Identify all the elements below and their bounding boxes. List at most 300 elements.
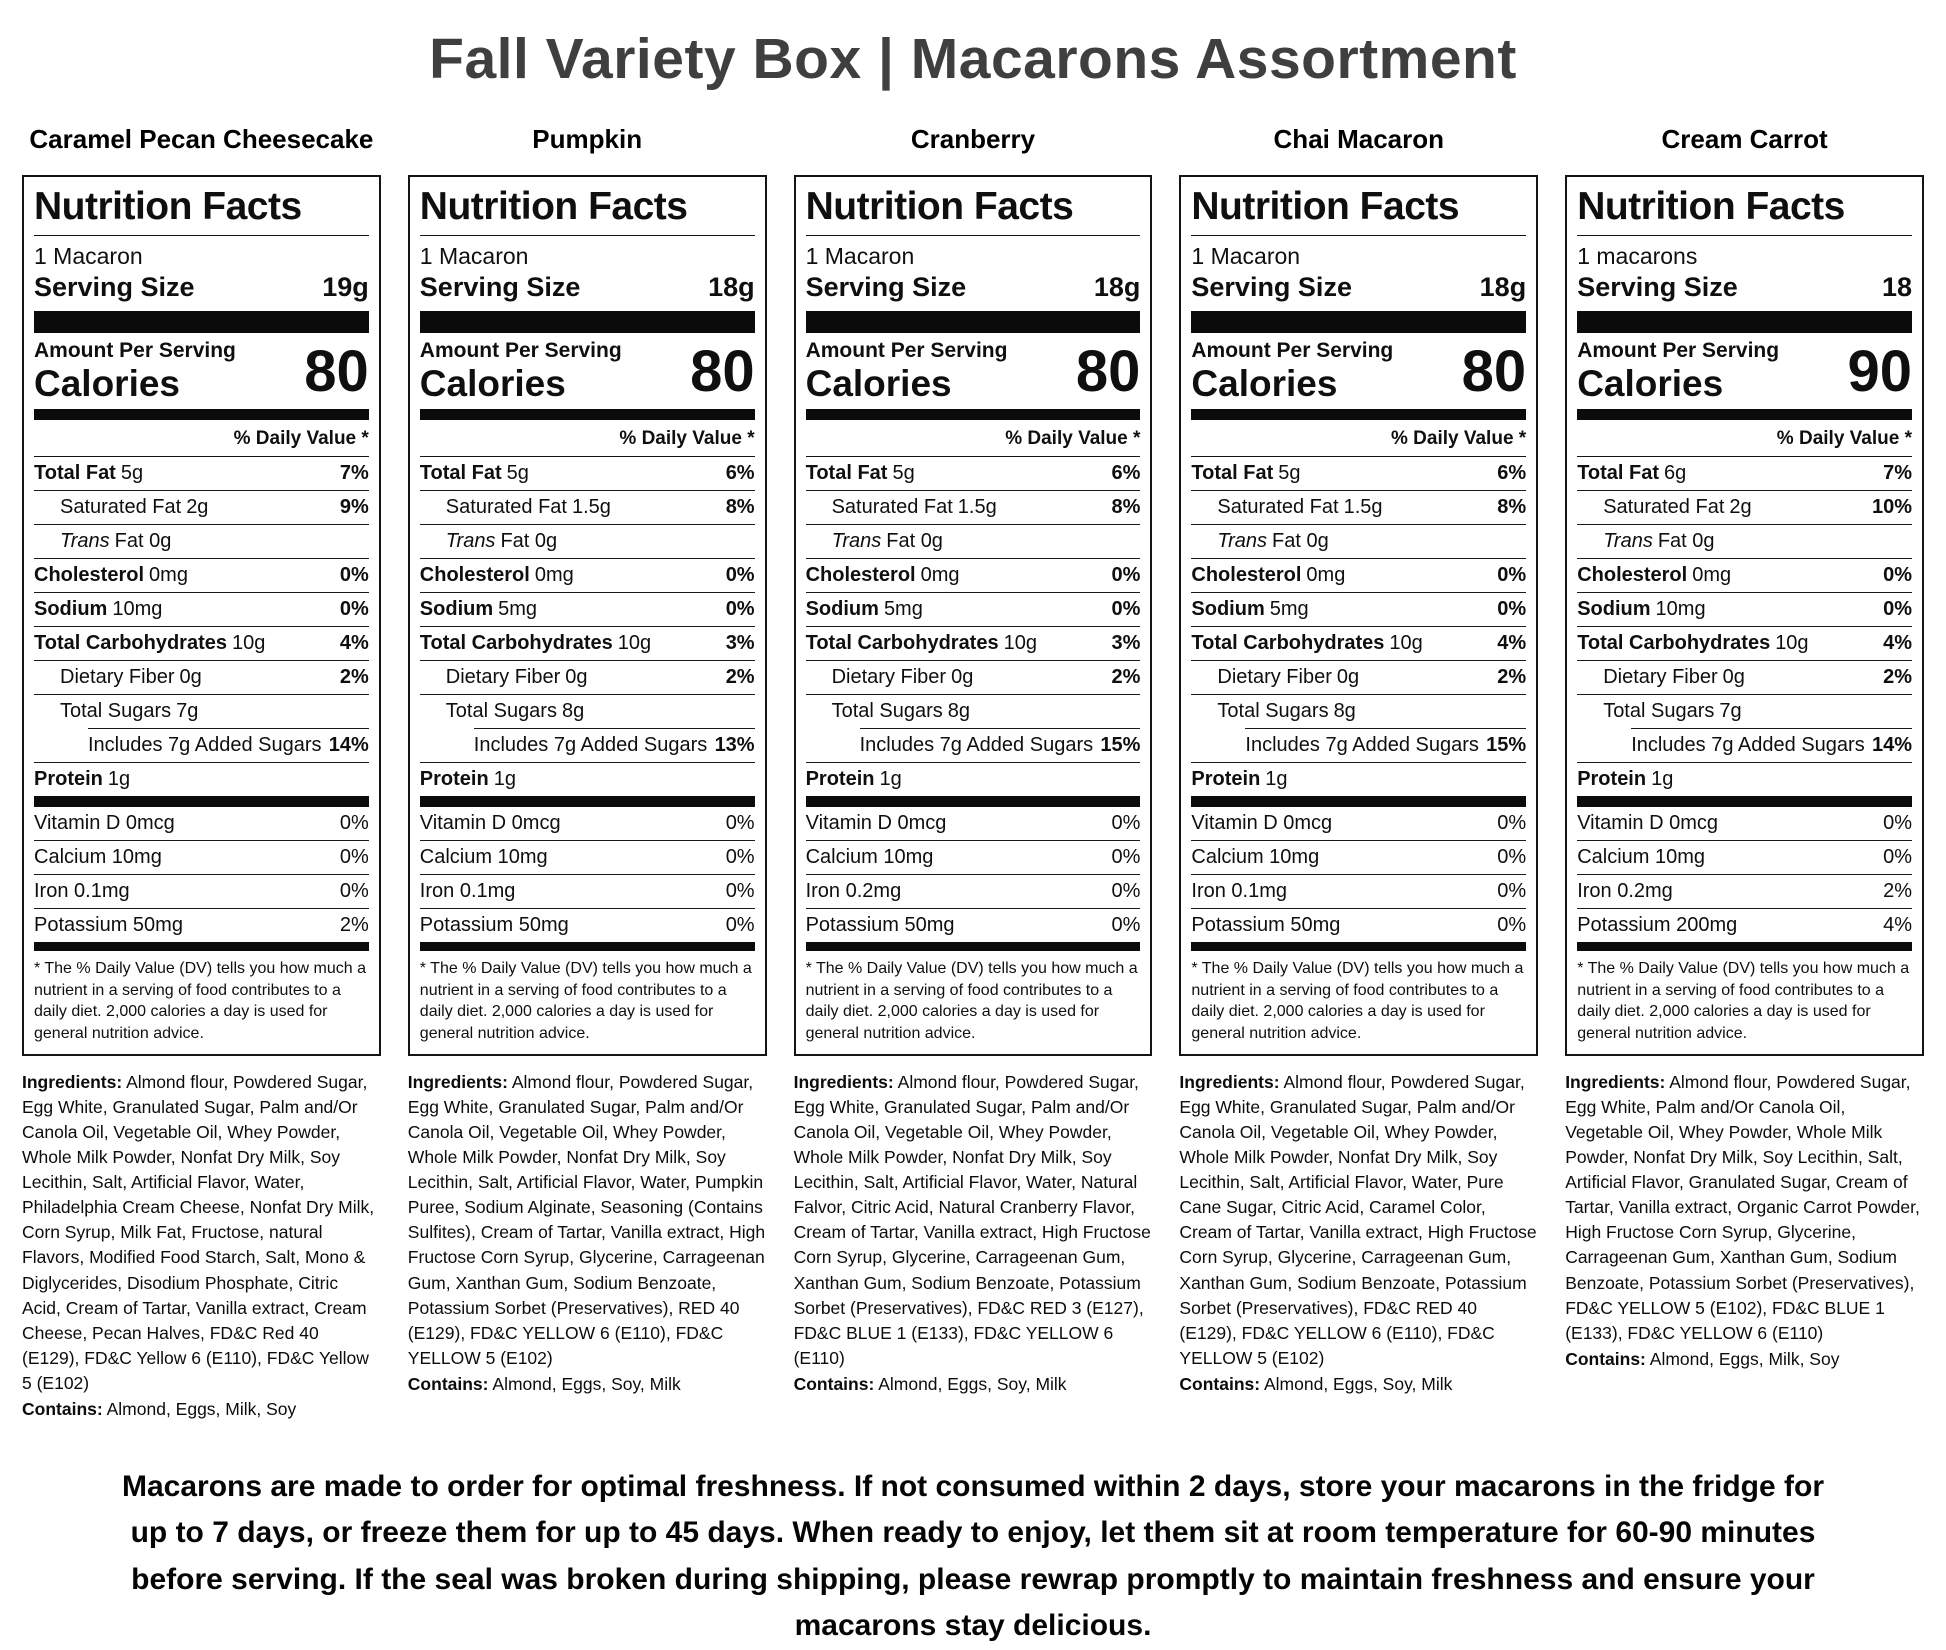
nutrient-daily-value: 0% xyxy=(1497,598,1527,620)
nutrient-amount: 5g xyxy=(1278,462,1301,484)
nutrient-rows xyxy=(34,457,369,796)
nutrient-daily-value: 0% xyxy=(1111,564,1141,586)
contains-label: Contains: xyxy=(1179,1373,1261,1394)
contains-text: Almond, Eggs, Soy, Milk xyxy=(1264,1373,1453,1394)
nutrient-amount: 8g xyxy=(561,700,585,722)
nutrient-name: Saturated Fat xyxy=(60,496,182,518)
calories-label: Calories xyxy=(805,363,952,404)
nutrient-daily-value: 2% xyxy=(1111,666,1141,688)
nutrient-row xyxy=(1577,491,1912,524)
nutrient-name: Calcium 10mg xyxy=(1577,846,1706,868)
thick-divider xyxy=(34,311,369,333)
ingredients-block xyxy=(408,1070,767,1396)
nutrient-amount: 0g xyxy=(1722,666,1745,688)
vitamin-rows xyxy=(420,807,755,942)
nutrient-row xyxy=(1577,763,1912,796)
nutrient-name: Vitamin D 0mcg xyxy=(34,812,175,834)
nutrient-name: Protein xyxy=(419,768,489,790)
vitamin-rows xyxy=(1191,807,1526,942)
vitamin-daily-value: 0% xyxy=(1497,812,1527,834)
nutrient-name: Dietary Fiber xyxy=(1217,666,1332,688)
nutrient-name: Includes 7g Added Sugars xyxy=(1631,734,1865,756)
daily-value-header: % Daily Value * xyxy=(1577,420,1912,457)
ingredients-text: Almond flour, Powdered Sugar, Egg White, Palm and/Or Canola Oil, Vegetable Oil, Whey Powder, Whole Milk Powder, Nonfat Dry Milk, Soy Lecithin, Salt, Artificial Flavor, Granulated Sugar, Cream of Tartar, Vanilla extract, Organic Carrot Powder, High Fructose Corn Syrup, Glycerine, Carrageenan Gum, Xanthan Gum, Sodium Benzoate, Potassium Sorbet (Preservatives), FD&C YELLOW 5 (E102), FD&C BLUE 1 (E133), FD&C YELLOW 6 (E110) xyxy=(1565,1072,1920,1343)
thick-divider xyxy=(1577,311,1912,333)
nutrient-row xyxy=(420,593,755,626)
thick-divider xyxy=(1191,942,1526,951)
serving-size-value: 18 xyxy=(1881,272,1912,302)
nutrient-amount: Fat 0g xyxy=(500,530,558,552)
nutrient-daily-value: 8% xyxy=(725,496,755,518)
vitamin-daily-value: 0% xyxy=(1497,914,1527,936)
nutrient-name: Iron 0.1mg xyxy=(34,880,130,902)
nutrient-name: Dietary Fiber xyxy=(831,666,947,688)
nutrient-name: Dietary Fiber xyxy=(60,666,175,688)
calories-block xyxy=(1577,333,1912,409)
storage-note: Macarons are made to order for optimal freshness. If not consumed within 2 days, store your macarons in the fridge for up to 7 days, or freeze them for up to 45 days. When ready to enjoy, let them sit at room temperature for 60-90 minutes before serving. If the seal was broken during shipping, please rewrap promptly to maintain freshness and ensure your macarons stay delicious. xyxy=(121,1469,1825,1643)
nutrient-daily-value: 0% xyxy=(1883,598,1912,620)
vitamin-daily-value: 0% xyxy=(1111,880,1141,902)
thick-divider xyxy=(34,409,369,420)
nutrient-name: Total Fat xyxy=(34,462,116,484)
nutrient-name: Saturated Fat xyxy=(831,496,953,518)
thick-divider xyxy=(1577,942,1912,951)
nutrition-facts-label xyxy=(1565,175,1924,1056)
nutrient-name: Iron 0.1mg xyxy=(1191,880,1287,902)
thick-divider xyxy=(420,942,755,951)
nutrient-name: Total Sugars xyxy=(445,700,557,722)
ingredients-block xyxy=(794,1070,1153,1396)
nutrient-name: Vitamin D 0mcg xyxy=(1577,812,1718,834)
nutrient-name: Potassium 50mg xyxy=(1191,914,1341,936)
nutrient-name: Total Carbohydrates xyxy=(805,632,999,654)
nutrient-amount: 2g xyxy=(186,496,209,518)
vitamin-daily-value: 0% xyxy=(725,812,755,834)
vitamin-daily-value: 0% xyxy=(1111,812,1141,834)
nutrient-amount: 1g xyxy=(493,768,516,790)
nutrient-row xyxy=(34,661,369,694)
nutrient-amount: 1g xyxy=(1651,768,1674,790)
calories-value: 80 xyxy=(304,339,369,404)
vitamin-daily-value: 0% xyxy=(1883,812,1912,834)
nutrient-daily-value: 15% xyxy=(1100,734,1141,756)
calories-label: Calories xyxy=(1577,363,1724,404)
nutrient-amount: 10g xyxy=(617,632,652,654)
labels-grid xyxy=(0,124,1946,1422)
nutrient-rows xyxy=(420,457,755,796)
nutrient-row xyxy=(34,559,369,592)
nutrient-name: Total Fat xyxy=(419,462,502,484)
nutrient-daily-value: 2% xyxy=(1497,666,1527,688)
nutrient-daily-value: 6% xyxy=(1111,462,1141,484)
nutrient-daily-value: 3% xyxy=(725,632,755,654)
flavor-column xyxy=(1565,124,1924,1372)
serving-size-value: 18g xyxy=(1093,272,1141,302)
page-title: Fall Variety Box | Macarons Assortment xyxy=(429,27,1517,91)
nutrient-amount: 6g xyxy=(1664,462,1687,484)
nutrient-name: Cholesterol xyxy=(805,564,916,586)
nutrient-row xyxy=(34,695,369,728)
nutrient-row xyxy=(1191,559,1526,592)
nutrient-row xyxy=(34,841,369,874)
nutrient-amount: 0mg xyxy=(920,564,960,586)
serving-size-row xyxy=(1191,272,1526,311)
serving-size-row xyxy=(1577,272,1912,311)
nutrient-name: Vitamin D 0mcg xyxy=(419,812,561,834)
nutrient-amount: 1.5g xyxy=(957,496,997,518)
nutrient-rows xyxy=(1191,457,1526,796)
contains-line xyxy=(1565,1347,1924,1372)
nutrient-name: Iron 0.2mg xyxy=(805,880,902,902)
nutrition-facts-title: Nutrition Facts xyxy=(806,185,1141,236)
nutrient-amount: 5g xyxy=(120,462,144,484)
nutrient-amount: 5mg xyxy=(883,598,923,620)
vitamin-rows xyxy=(806,807,1141,942)
nutrient-amount: 1g xyxy=(879,768,902,790)
nutrient-daily-value: 0% xyxy=(1497,564,1527,586)
nutrient-daily-value: 0% xyxy=(1111,598,1141,620)
vitamin-daily-value: 0% xyxy=(339,846,369,868)
nutrient-row xyxy=(420,807,755,840)
nutrient-name: Total Fat xyxy=(1577,462,1660,484)
serving-size-value: 18g xyxy=(1479,272,1527,302)
nutrient-row xyxy=(806,695,1141,728)
nutrient-name: Total Carbohydrates xyxy=(34,632,227,654)
nutrition-facts-title: Nutrition Facts xyxy=(1577,185,1912,236)
nutrient-row xyxy=(1577,593,1912,626)
nutrient-row xyxy=(420,729,755,762)
nutrient-daily-value: 4% xyxy=(1883,632,1912,654)
serving-size-label: Serving Size xyxy=(1577,272,1738,302)
nutrient-row xyxy=(1191,695,1526,728)
nutrient-amount: 1g xyxy=(107,768,131,790)
nutrient-row xyxy=(34,457,369,490)
thick-divider xyxy=(806,942,1141,951)
nutrient-amount: 0g xyxy=(951,666,974,688)
nutrient-name: Potassium 50mg xyxy=(34,914,183,936)
nutrition-facts-label xyxy=(1179,175,1538,1056)
nutrient-daily-value: 2% xyxy=(339,666,369,688)
contains-line xyxy=(794,1372,1153,1397)
nutrient-name: Total Sugars xyxy=(1603,700,1715,722)
vitamin-daily-value: 0% xyxy=(725,846,755,868)
nutrient-amount: 5g xyxy=(892,462,915,484)
nutrient-name: Sodium xyxy=(419,598,494,620)
nutrient-row xyxy=(1577,525,1912,558)
nutrient-name: Cholesterol xyxy=(1191,564,1302,586)
nutrient-name: Cholesterol xyxy=(34,564,145,586)
ingredients-label: Ingredients: xyxy=(1565,1072,1666,1093)
nutrient-name: Sodium xyxy=(34,598,108,620)
ingredients-label: Ingredients: xyxy=(793,1072,894,1093)
nutrient-name: Calcium 10mg xyxy=(1191,846,1320,868)
serving-size-row xyxy=(420,272,755,311)
nutrient-name: Total Sugars xyxy=(60,700,172,722)
nutrient-row xyxy=(1191,525,1526,558)
nutrient-amount: 8g xyxy=(947,700,971,722)
calories-label: Calories xyxy=(1191,363,1338,404)
nutrient-row xyxy=(34,525,369,558)
vitamin-daily-value: 2% xyxy=(1883,880,1912,902)
nutrient-row xyxy=(806,763,1141,796)
nutrition-facts-title: Nutrition Facts xyxy=(1191,185,1526,236)
nutrient-amount: 5mg xyxy=(498,598,538,620)
nutrient-name: Protein xyxy=(1577,768,1647,790)
calories-value: 80 xyxy=(690,339,755,404)
nutrient-row xyxy=(34,875,369,908)
flavor-name: Cranberry xyxy=(910,124,1036,154)
thick-divider xyxy=(1191,796,1526,807)
nutrient-row xyxy=(420,525,755,558)
nutrient-daily-value: 0% xyxy=(339,598,369,620)
amount-per-serving-label: Amount Per Serving xyxy=(805,339,1008,362)
contains-text: Almond, Eggs, Soy, Milk xyxy=(878,1373,1067,1394)
contains-label: Contains: xyxy=(1565,1348,1646,1369)
nutrient-daily-value: 14% xyxy=(1871,734,1912,756)
vitamin-daily-value: 0% xyxy=(1883,846,1912,868)
nutrient-name: Iron 0.2mg xyxy=(1577,880,1673,902)
ingredients-line xyxy=(22,1070,381,1395)
serving-size-row xyxy=(34,272,369,311)
nutrient-daily-value: 3% xyxy=(1111,632,1141,654)
nutrient-row xyxy=(1577,807,1912,840)
nutrient-daily-value: 10% xyxy=(1871,496,1912,518)
contains-line xyxy=(22,1397,381,1422)
serving-size-value: 19g xyxy=(322,272,369,302)
thick-divider xyxy=(1191,311,1526,333)
nutrient-name: Trans xyxy=(831,530,882,552)
thick-divider xyxy=(806,409,1141,420)
nutrient-rows xyxy=(1577,457,1912,796)
nutrient-row xyxy=(806,729,1141,762)
nutrient-row xyxy=(1577,627,1912,660)
calories-value: 80 xyxy=(1461,339,1527,404)
nutrient-daily-value: 0% xyxy=(1883,564,1912,586)
nutrient-name: Sodium xyxy=(1191,598,1265,620)
daily-value-header: % Daily Value * xyxy=(806,420,1141,457)
nutrient-row xyxy=(34,763,369,796)
nutrient-row xyxy=(1577,841,1912,874)
nutrient-row xyxy=(806,627,1141,660)
amount-per-serving-label: Amount Per Serving xyxy=(34,339,236,362)
nutrient-row xyxy=(1191,763,1526,796)
nutrient-amount: Fat 0g xyxy=(114,530,172,552)
nutrient-row xyxy=(420,695,755,728)
nutrient-name: Vitamin D 0mcg xyxy=(1191,812,1333,834)
nutrient-amount: 10mg xyxy=(112,598,163,620)
nutrient-name: Iron 0.1mg xyxy=(419,880,516,902)
nutrient-row xyxy=(806,525,1141,558)
nutrient-name: Saturated Fat xyxy=(1603,496,1725,518)
nutrient-row xyxy=(806,807,1141,840)
ingredients-block xyxy=(22,1070,381,1421)
calories-label: Calories xyxy=(34,363,181,404)
serving-description: 1 Macaron xyxy=(1191,243,1301,269)
nutrient-name: Potassium 50mg xyxy=(805,914,955,936)
nutrient-row xyxy=(1191,593,1526,626)
nutrient-name: Protein xyxy=(34,768,103,790)
nutrient-amount: 0mg xyxy=(534,564,574,586)
nutrient-row xyxy=(806,841,1141,874)
calories-block xyxy=(1191,333,1526,409)
nutrient-amount: 0g xyxy=(565,666,588,688)
nutrient-daily-value: 0% xyxy=(339,564,369,586)
nutrient-name: Includes 7g Added Sugars xyxy=(1245,734,1479,756)
serving-size-label: Serving Size xyxy=(1191,272,1352,302)
nutrient-amount: 0mg xyxy=(1306,564,1346,586)
nutrient-daily-value: 6% xyxy=(1497,462,1527,484)
nutrient-row xyxy=(420,559,755,592)
nutrient-amount: 10g xyxy=(232,632,266,654)
contains-line xyxy=(1179,1372,1538,1397)
nutrient-row xyxy=(1577,661,1912,694)
calories-block xyxy=(420,333,755,409)
flavor-column xyxy=(408,124,767,1397)
serving-size-label: Serving Size xyxy=(805,272,967,302)
thick-divider xyxy=(806,796,1141,807)
nutrient-amount: 1.5g xyxy=(1343,496,1383,518)
daily-value-footnote: * The % Daily Value (DV) tells you how much a nutrient in a serving of food contributes to a daily diet. 2,000 calories a day is used for general nutrition advice. xyxy=(1577,960,1910,1042)
nutrient-name: Cholesterol xyxy=(1577,564,1688,586)
nutrient-amount: 7g xyxy=(1719,700,1742,722)
contains-label: Contains: xyxy=(793,1373,875,1394)
thick-divider xyxy=(1577,796,1912,807)
vitamin-daily-value: 0% xyxy=(725,880,755,902)
nutrient-amount: 5g xyxy=(506,462,529,484)
nutrient-amount: Fat 0g xyxy=(886,530,943,552)
ingredients-block xyxy=(1565,1070,1924,1371)
nutrient-daily-value: 9% xyxy=(339,496,369,518)
serving-size-row xyxy=(806,272,1141,311)
nutrient-row xyxy=(420,909,755,942)
ingredients-text: Almond flour, Powdered Sugar, Egg White, Granulated Sugar, Palm and/Or Canola Oil, Vegetable Oil, Whey Powder, Whole Milk Powder, Nonfat Dry Milk, Soy Lecithin, Salt, Artificial Flavor, Water, Natural Falvor, Citric Acid, Natural Cranberry Flavor, Cream of Tartar, Vanilla extract, High Fructose Corn Syrup, Glycerine, Carrageenan Gum, Xanthan Gum, Sodium Benzoate, Potassium Sorbet (Preservatives), FD&C RED 3 (E127), FD&C BLUE 1 (E133), FD&C YELLOW 6 (E110) xyxy=(793,1072,1151,1368)
nutrient-name: Sodium xyxy=(805,598,879,620)
daily-value-header: % Daily Value * xyxy=(34,420,369,457)
vitamin-daily-value: 0% xyxy=(339,880,369,902)
ingredients-text: Almond flour, Powdered Sugar, Egg White, Granulated Sugar, Palm and/Or Canola Oil, Vegetable Oil, Whey Powder, Whole Milk Powder, Nonfat Dry Milk, Soy Lecithin, Salt, Artificial Flavor, Water, Pumpkin Puree, Sodium Alginate, Seasoning (Contains Sulfites), Cream of Tartar, Vanilla extract, High Fructose Corn Syrup, Glycerine, Carrageenan Gum, Xanthan Gum, Sodium Benzoate, Potassium Sorbet (Preservatives), RED 40 (E129), FD&C YELLOW 6 (E110), FD&C YELLOW 5 (E102) xyxy=(407,1072,766,1368)
nutrient-row xyxy=(1191,457,1526,490)
contains-line xyxy=(408,1372,767,1397)
vitamin-daily-value: 0% xyxy=(1111,914,1141,936)
calories-block xyxy=(34,333,369,409)
nutrient-daily-value: 4% xyxy=(339,632,369,654)
contains-text: Almond, Eggs, Soy, Milk xyxy=(492,1373,681,1394)
calories-block xyxy=(806,333,1141,409)
nutrient-row xyxy=(806,593,1141,626)
vitamin-rows xyxy=(34,807,369,942)
nutrient-row xyxy=(1191,841,1526,874)
nutrient-row xyxy=(806,559,1141,592)
vitamin-daily-value: 0% xyxy=(1497,846,1527,868)
thick-divider xyxy=(1191,409,1526,420)
amount-per-serving-label: Amount Per Serving xyxy=(419,339,622,362)
nutrient-name: Total Carbohydrates xyxy=(1577,632,1771,654)
nutrient-name: Calcium 10mg xyxy=(419,846,548,868)
nutrient-row xyxy=(420,491,755,524)
daily-value-header: % Daily Value * xyxy=(1191,420,1526,457)
nutrient-name: Dietary Fiber xyxy=(445,666,561,688)
nutrient-name: Cholesterol xyxy=(419,564,530,586)
nutrient-row xyxy=(420,627,755,660)
nutrient-row xyxy=(1577,457,1912,490)
nutrient-row xyxy=(1191,729,1526,762)
ingredients-label: Ingredients: xyxy=(407,1072,508,1093)
nutrient-row xyxy=(34,627,369,660)
nutrition-facts-title: Nutrition Facts xyxy=(34,185,369,236)
flavor-name: Cream Carrot xyxy=(1661,124,1828,154)
ingredients-text: Almond flour, Powdered Sugar, Egg White, Granulated Sugar, Palm and/Or Canola Oil, Vegetable Oil, Whey Powder, Whole Milk Powder, Nonfat Dry Milk, Soy Lecithin, Salt, Artificial Flavor, Water, Pure Cane Sugar, Citric Acid, Caramel Color, Cream of Tartar, Vanilla extract, High Fructose Corn Syrup, Glycerine, Carrageenan Gum, Xanthan Gum, Sodium Benzoate, Potassium Sorbet (Preservatives), FD&C RED 40 (E129), FD&C YELLOW 6 (E110), FD&C YELLOW 5 (E102) xyxy=(1179,1072,1537,1368)
ingredients-line xyxy=(408,1070,767,1370)
ingredients-line xyxy=(1179,1070,1538,1370)
nutrient-row xyxy=(34,491,369,524)
serving-description: 1 macarons xyxy=(1577,243,1698,269)
nutrition-facts-label xyxy=(408,175,767,1056)
nutrient-row xyxy=(1191,807,1526,840)
ingredients-line xyxy=(1565,1070,1924,1345)
nutrient-name: Trans xyxy=(1217,530,1268,552)
thick-divider xyxy=(34,942,369,951)
flavor-name: Pumpkin xyxy=(532,124,643,154)
nutrient-row xyxy=(1191,627,1526,660)
nutrient-name: Trans xyxy=(445,530,496,552)
nutrient-row xyxy=(420,763,755,796)
nutrient-daily-value: 15% xyxy=(1486,734,1527,756)
daily-value-footnote: * The % Daily Value (DV) tells you how much a nutrient in a serving of food contributes to a daily diet. 2,000 calories a day is used for general nutrition advice. xyxy=(805,960,1138,1042)
nutrient-daily-value: 6% xyxy=(725,462,755,484)
amount-per-serving-label: Amount Per Serving xyxy=(1577,339,1780,362)
thick-divider xyxy=(806,311,1141,333)
contains-text: Almond, Eggs, Milk, Soy xyxy=(106,1398,297,1419)
nutrient-row xyxy=(34,729,369,762)
daily-value-header: % Daily Value * xyxy=(420,420,755,457)
nutrient-daily-value: 14% xyxy=(328,734,369,756)
nutrient-row xyxy=(806,875,1141,908)
nutrient-amount: 5mg xyxy=(1269,598,1309,620)
nutrient-amount: 1.5g xyxy=(571,496,611,518)
nutrient-name: Includes 7g Added Sugars xyxy=(473,734,708,756)
nutrient-row xyxy=(1191,491,1526,524)
nutrient-name: Includes 7g Added Sugars xyxy=(859,734,1094,756)
nutrient-daily-value: 13% xyxy=(714,734,755,756)
nutrient-amount: 10g xyxy=(1389,632,1423,654)
nutrient-row xyxy=(1191,909,1526,942)
vitamin-daily-value: 0% xyxy=(725,914,755,936)
nutrient-name: Total Fat xyxy=(805,462,888,484)
vitamin-daily-value: 4% xyxy=(1883,914,1912,936)
nutrient-row xyxy=(34,909,369,942)
nutrient-rows xyxy=(806,457,1141,796)
nutrient-row xyxy=(420,841,755,874)
ingredients-line xyxy=(794,1070,1153,1370)
nutrient-amount: 7g xyxy=(176,700,199,722)
nutrient-row xyxy=(1191,661,1526,694)
calories-value: 80 xyxy=(1075,339,1141,404)
ingredients-block xyxy=(1179,1070,1538,1396)
nutrient-amount: 2g xyxy=(1729,496,1752,518)
ingredients-label: Ingredients: xyxy=(22,1072,123,1093)
nutrient-name: Potassium 200mg xyxy=(1577,914,1738,936)
nutrient-daily-value: 8% xyxy=(1111,496,1141,518)
vitamin-daily-value: 2% xyxy=(339,914,369,936)
nutrient-amount: 0g xyxy=(1336,666,1360,688)
nutrient-amount: 0g xyxy=(179,666,202,688)
vitamin-daily-value: 0% xyxy=(1497,880,1527,902)
nutrient-row xyxy=(1577,559,1912,592)
nutrient-amount: 0mg xyxy=(149,564,188,586)
nutrient-row xyxy=(34,593,369,626)
vitamin-daily-value: 0% xyxy=(339,812,369,834)
nutrient-row xyxy=(1577,875,1912,908)
